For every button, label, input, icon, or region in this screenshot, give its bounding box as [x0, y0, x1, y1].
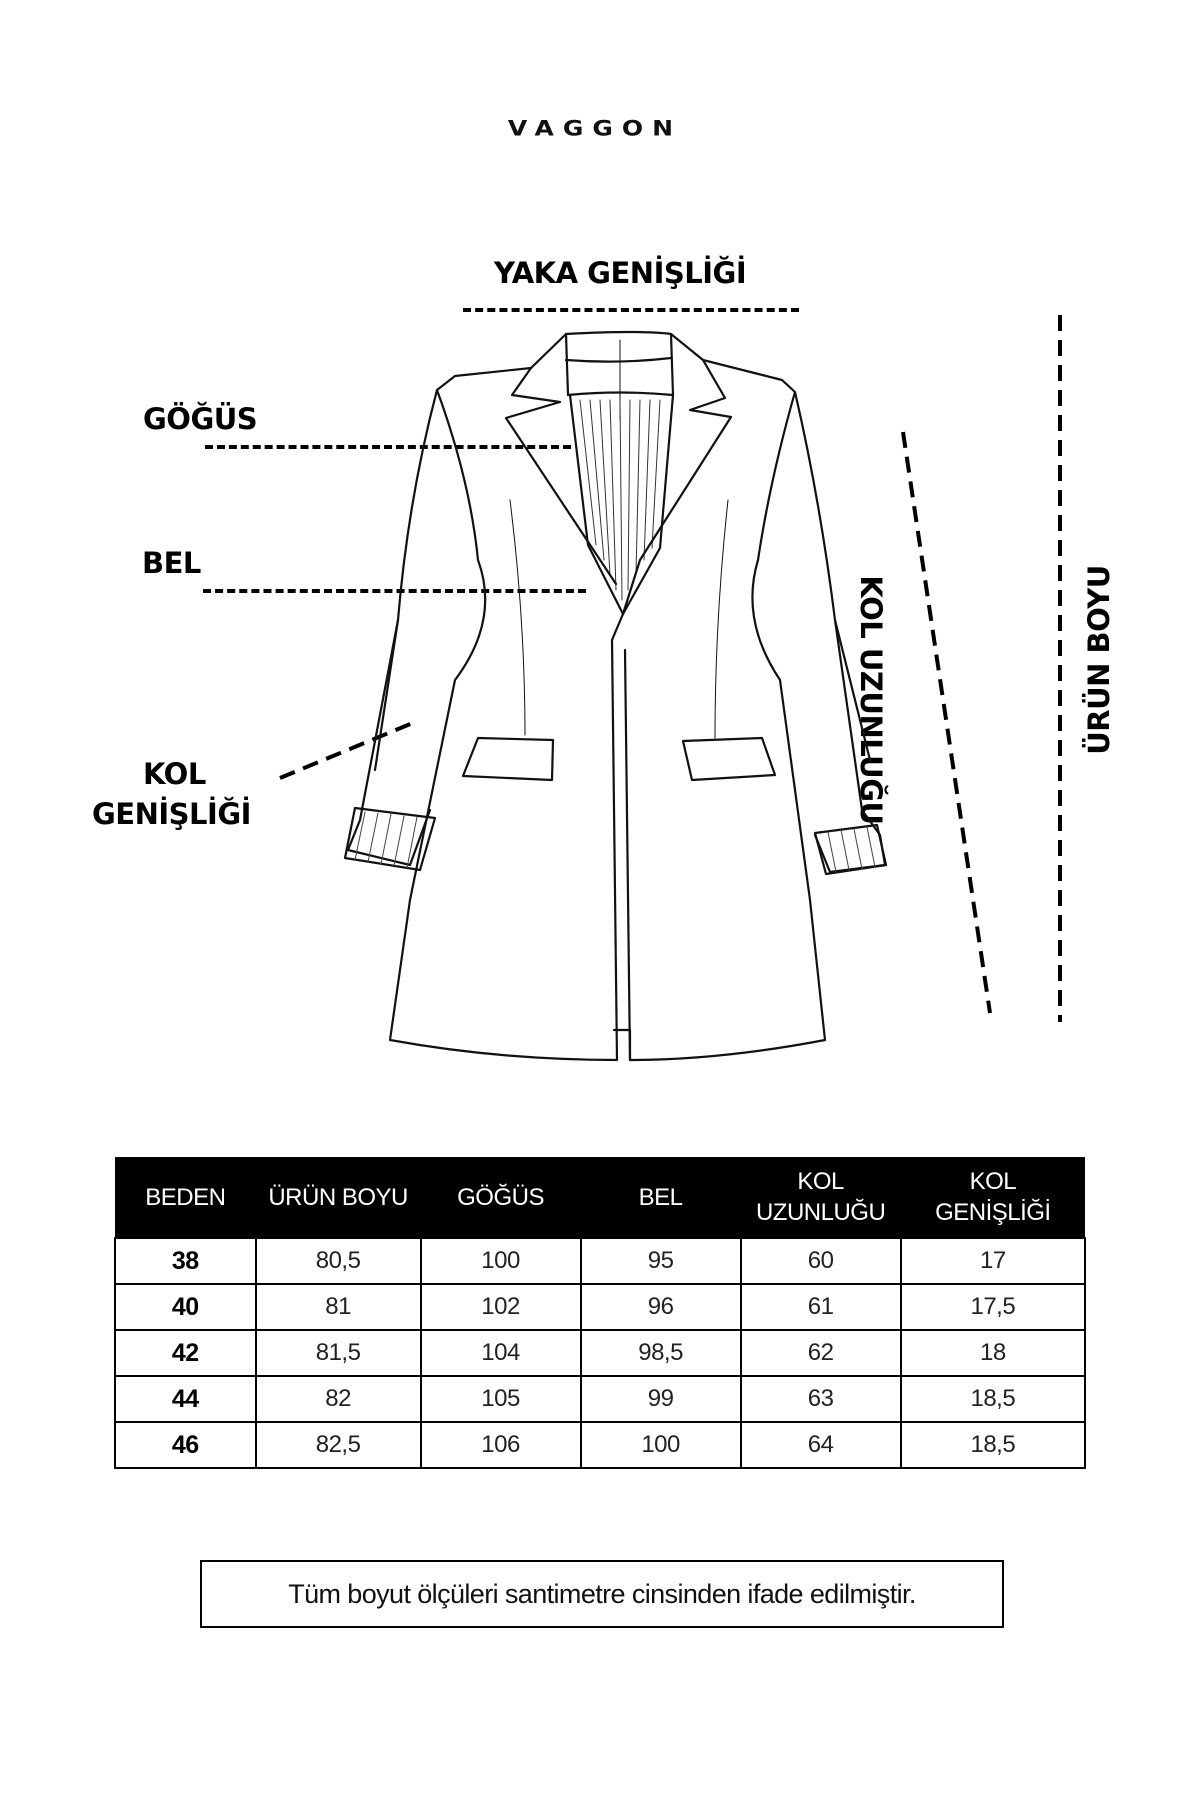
column-header-size: BEDEN — [115, 1157, 256, 1238]
sleeve-width-label-line1: KOL — [143, 757, 206, 791]
size-cell: 44 — [115, 1376, 256, 1422]
sleeve-width-measure-line — [280, 722, 415, 778]
size-cell: 46 — [115, 1422, 256, 1468]
measurement-unit-note — [200, 1560, 1004, 1628]
sleeve-width-label-line2: GENİŞLİĞİ — [92, 797, 251, 831]
table-row — [115, 1330, 1085, 1376]
table-row — [115, 1422, 1085, 1468]
sleeve-width-cell: 17 — [901, 1238, 1085, 1284]
product-length-cell: 82,5 — [256, 1422, 421, 1468]
waist-cell: 96 — [581, 1284, 741, 1330]
size-chart-table — [114, 1157, 1086, 1469]
chest-cell: 104 — [421, 1330, 581, 1376]
size-cell: 42 — [115, 1330, 256, 1376]
chest-label: GÖĞÜS — [143, 402, 258, 436]
sleeve-length-measure-line — [903, 432, 990, 1013]
waist-cell: 98,5 — [581, 1330, 741, 1376]
jacket-outline — [345, 332, 886, 1060]
waist-label: BEL — [142, 546, 201, 580]
column-header-sleeve-length: KOL UZUNLUĞU — [741, 1157, 901, 1238]
sleeve-length-cell: 64 — [741, 1422, 901, 1468]
product-length-cell: 82 — [256, 1376, 421, 1422]
chest-cell: 100 — [421, 1238, 581, 1284]
chest-cell: 102 — [421, 1284, 581, 1330]
column-header-chest: GÖĞÜS — [421, 1157, 581, 1238]
sleeve-width-cell: 17,5 — [901, 1284, 1085, 1330]
brand-logo: VAGGON — [507, 116, 683, 141]
waist-cell: 100 — [581, 1422, 741, 1468]
waist-cell: 99 — [581, 1376, 741, 1422]
column-header-waist: BEL — [581, 1157, 741, 1238]
column-header-sleeve-width: KOL GENİŞLİĞİ — [901, 1157, 1085, 1238]
sleeve-length-cell: 60 — [741, 1238, 901, 1284]
product-length-cell: 80,5 — [256, 1238, 421, 1284]
sleeve-width-cell: 18 — [901, 1330, 1085, 1376]
sleeve-length-label: KOL UZUNLUĞU — [854, 575, 888, 825]
chest-cell: 106 — [421, 1422, 581, 1468]
table-row — [115, 1238, 1085, 1284]
column-header-product-length: ÜRÜN BOYU — [256, 1157, 421, 1238]
size-cell: 38 — [115, 1238, 256, 1284]
size-cell: 40 — [115, 1284, 256, 1330]
sleeve-length-cell: 61 — [741, 1284, 901, 1330]
product-length-label: ÜRÜN BOYU — [1082, 565, 1116, 755]
note-text: Tüm boyut ölçüleri santimetre cinsinden ifade edilmiştir. — [288, 1578, 916, 1609]
sleeve-length-cell: 63 — [741, 1376, 901, 1422]
sleeve-width-cell: 18,5 — [901, 1422, 1085, 1468]
waist-cell: 95 — [581, 1238, 741, 1284]
chest-cell: 105 — [421, 1376, 581, 1422]
sleeve-width-cell: 18,5 — [901, 1376, 1085, 1422]
product-length-cell: 81,5 — [256, 1330, 421, 1376]
collar-width-label: YAKA GENİŞLİĞİ — [494, 256, 747, 290]
sleeve-length-cell: 62 — [741, 1330, 901, 1376]
product-length-cell: 81 — [256, 1284, 421, 1330]
table-row — [115, 1284, 1085, 1330]
table-header-row — [115, 1157, 1085, 1238]
table-row — [115, 1376, 1085, 1422]
